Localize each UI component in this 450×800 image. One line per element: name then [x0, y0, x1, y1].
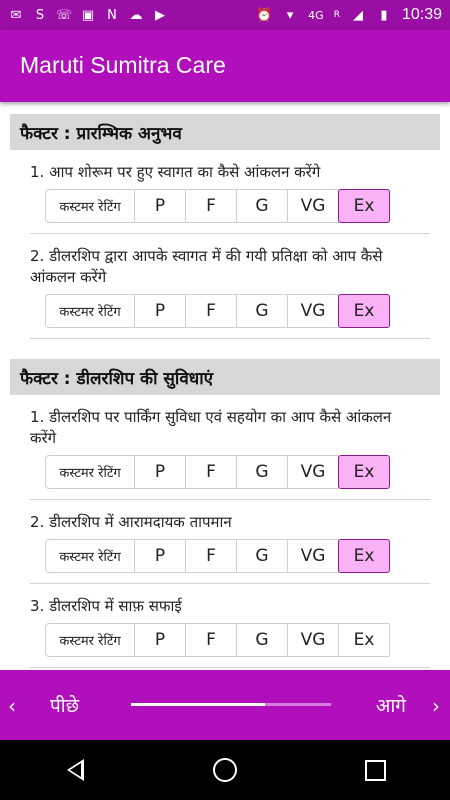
rating-option-f[interactable]: F [185, 539, 237, 573]
question-text: 3. डीलरशिप में साफ़ सफाई [30, 597, 182, 615]
rating-row [45, 294, 430, 328]
rating-row [45, 189, 430, 223]
rating-option-g[interactable]: G [236, 623, 288, 657]
alarm-icon: ⏰ [256, 7, 273, 23]
app-bar [0, 30, 450, 102]
image-icon: ▣ [81, 7, 95, 23]
youtube-icon: ▶ [155, 7, 165, 23]
question-text: 2. डीलरशिप द्वारा आपके स्वागत में की गयी प्रतिक्षा को आप कैसे आंकलन करेंगे [30, 247, 383, 286]
rating-option-vg[interactable]: VG [287, 455, 339, 489]
home-icon[interactable] [205, 750, 245, 790]
system-nav-bar [0, 740, 450, 800]
rating-option-p[interactable]: P [134, 455, 186, 489]
rating-option-g[interactable]: G [236, 189, 288, 223]
rating-row [45, 539, 430, 573]
rating-option-f[interactable]: F [185, 294, 237, 328]
rating-option-vg[interactable]: VG [287, 623, 339, 657]
rating-option-p[interactable]: P [134, 189, 186, 223]
system-icons [256, 6, 442, 24]
network-type: 4G [308, 8, 324, 22]
phone-icon: ☏ [55, 7, 73, 23]
status-bar [0, 0, 450, 30]
rating-option-p[interactable]: P [134, 539, 186, 573]
progress-fill [131, 703, 265, 706]
rating-option-f[interactable]: F [185, 455, 237, 489]
rating-option-ex[interactable]: Ex [338, 623, 390, 657]
question-text: 1. डीलरशिप पर पार्किंग सुविधा एवं सहयोग का आप कैसे आंकलन करेंगे [30, 408, 392, 447]
rating-label: कस्टमर रेटिंग [45, 623, 135, 657]
n-icon: N [107, 7, 117, 23]
question-text: 1. आप शोरूम पर हुए स्वागत का कैसे आंकलन करेंगे [30, 163, 321, 181]
rating-option-ex[interactable]: Ex [338, 455, 390, 489]
rating-option-p[interactable]: P [134, 294, 186, 328]
signal-icon: ◢ [352, 7, 363, 23]
rating-option-ex[interactable]: Ex [338, 294, 390, 328]
skype-icon: S [35, 7, 45, 23]
rating-option-g[interactable]: G [236, 455, 288, 489]
notification-icons [8, 7, 168, 23]
previous-button[interactable]: पीछे [50, 695, 80, 717]
rating-option-f[interactable]: F [185, 623, 237, 657]
cloud-icon: ☁ [129, 7, 143, 23]
rating-option-p[interactable]: P [134, 623, 186, 657]
rating-label: कस्टमर रेटिंग [45, 294, 135, 328]
rating-label: कस्टमर रेटिंग [45, 539, 135, 573]
clock: 10:39 [401, 6, 442, 23]
app-title: Maruti Sumitra Care [20, 52, 226, 78]
progress-bar [131, 703, 331, 706]
next-button[interactable]: आगे [375, 695, 406, 717]
divider [30, 338, 430, 339]
factor-header: फैक्टर : डीलरशिप की सुविधाएं [10, 359, 440, 395]
rating-option-vg[interactable]: VG [287, 189, 339, 223]
survey-content[interactable] [0, 102, 450, 670]
roaming-indicator: R [333, 10, 340, 20]
chevron-left-icon[interactable]: ‹ [8, 694, 16, 718]
rating-option-f[interactable]: F [185, 189, 237, 223]
divider [30, 667, 430, 668]
bottom-navigation [0, 670, 450, 740]
rating-label: कस्टमर रेटिंग [45, 455, 135, 489]
chevron-right-icon[interactable]: › [432, 694, 440, 718]
rating-row [45, 623, 430, 657]
rating-option-vg[interactable]: VG [287, 539, 339, 573]
question-text: 2. डीलरशिप में आरामदायक तापमान [30, 513, 232, 531]
battery-icon: ▮ [380, 7, 388, 23]
rating-option-g[interactable]: G [236, 539, 288, 573]
rating-label: कस्टमर रेटिंग [45, 189, 135, 223]
rating-row [45, 455, 430, 489]
factor-header: फैक्टर : प्रारम्भिक अनुभव [10, 114, 440, 150]
back-icon[interactable] [55, 750, 95, 790]
rating-option-vg[interactable]: VG [287, 294, 339, 328]
rating-option-ex[interactable]: Ex [338, 539, 390, 573]
rating-option-ex[interactable]: Ex [338, 189, 390, 223]
rating-option-g[interactable]: G [236, 294, 288, 328]
envelope-icon: ✉ [10, 7, 22, 23]
wifi-icon: ▾ [286, 7, 294, 23]
recents-icon[interactable] [355, 750, 395, 790]
